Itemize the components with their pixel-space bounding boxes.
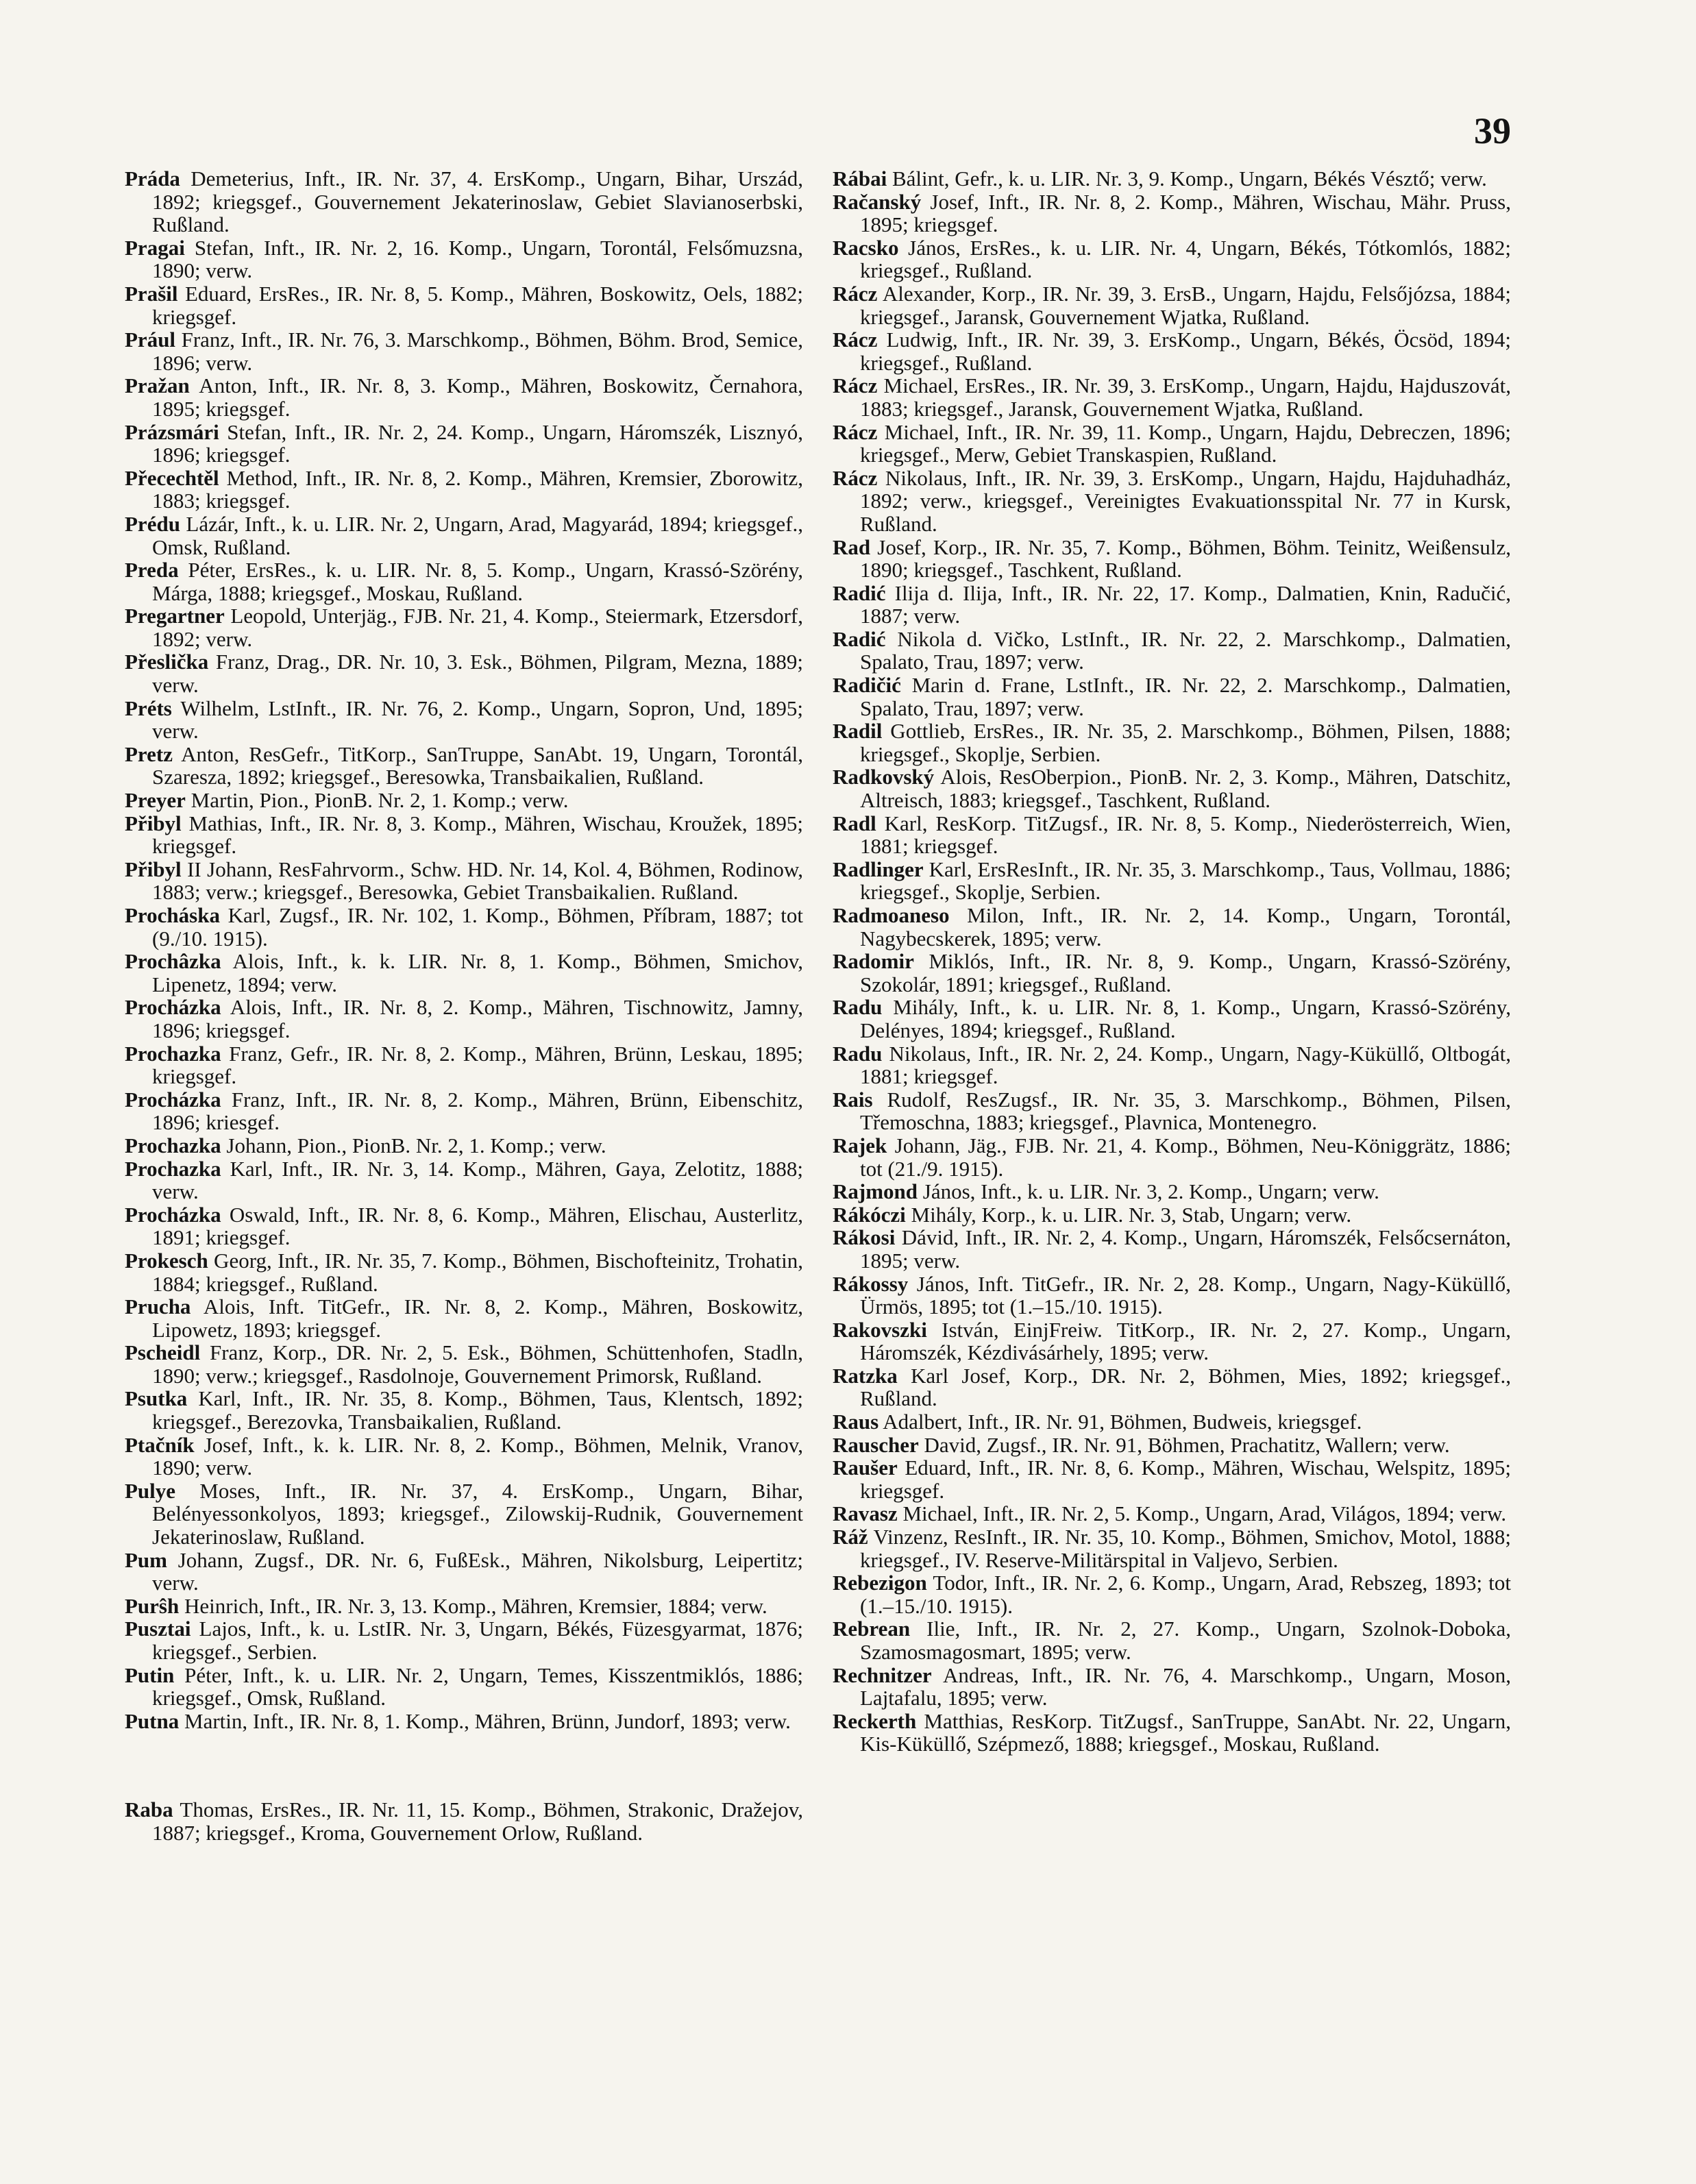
register-entry [833,582,1511,628]
page-number: 39 [1474,110,1511,151]
entry-surname: Prédu [125,511,180,536]
register-entry [833,1410,1511,1434]
entry-details: Johann, Pion., PionB. Nr. 2, 1. Komp.; verw. [221,1133,606,1157]
entry-details: Alois, Inft., IR. Nr. 8, 2. Komp., Mähren, Tischnowitz, Jamny, 1896; kriegsgef. [152,995,803,1042]
register-entry [833,858,1511,904]
entry-surname: Pretz [125,741,173,766]
register-entry [125,650,803,696]
entry-surname: Psutka [125,1386,188,1411]
register-entry [833,628,1511,674]
entry-details: Miklós, Inft., IR. Nr. 8, 9. Komp., Ungarn, Krassó-Szörény, Szokolár, 1891; kriegsgef., Rußland. [860,949,1511,996]
entry-surname: Preda [125,558,179,582]
register-entry [833,421,1511,467]
entry-surname: Raba [125,1797,173,1822]
register-entry [833,950,1511,996]
entry-surname: Prucha [125,1295,191,1319]
entry-surname: Ravasz [833,1501,898,1526]
entry-details: Martin, Pion., PionB. Nr. 2, 1. Komp.; verw. [185,788,569,813]
register-entry [125,513,803,559]
register-entry [833,674,1511,720]
entry-surname: Rácz [833,419,878,444]
entry-details: Johann, Jäg., FJB. Nr. 21, 4. Komp., Böhmen, Neu-Königgrätz, 1886; tot (21./9. 1915). [860,1133,1511,1181]
entry-details: Karl, ResKorp. TitZugsf., IR. Nr. 8, 5. Komp., Niederösterreich, Wien, 1881; kriegsgef. [860,811,1511,859]
entry-surname: Ptačník [125,1432,195,1457]
entry-details: Franz, Inft., IR. Nr. 8, 2. Komp., Mähren, Brünn, Eibenschitz, 1896; kriesgef. [152,1087,803,1135]
entry-surname: Přecechtěl [125,465,219,490]
register-entry [125,167,803,236]
entry-details: Johann, Zugsf., DR. Nr. 6, FußEsk., Mähren, Nikolsburg, Leipertitz; verw. [152,1547,803,1595]
entry-details: Mathias, Inft., IR. Nr. 8, 3. Komp., Mähren, Wischau, Kroužek, 1895; kriegsgef. [152,811,803,859]
entry-details: János, Inft., k. u. LIR. Nr. 3, 2. Komp., Ungarn; verw. [918,1179,1379,1204]
entry-surname: Rad [833,535,871,559]
register-entry [125,1595,803,1618]
right-column [833,167,1511,1756]
entry-details: Demeterius, Inft., IR. Nr. 37, 4. ErsKomp., Ungarn, Bihar, Urszád, 1892; kriegsgef., Gouvernement Jekaterinoslaw, Gebiet Slavianoserbski, Rußland. [152,167,803,237]
entry-surname: Procházka [125,1087,221,1112]
entry-surname: Rácz [833,281,878,306]
register-entry [833,1134,1511,1180]
register-entry [125,1434,803,1480]
register-entry [833,328,1511,374]
register-entry [125,1249,803,1295]
entry-details: János, ErsRes., k. u. LIR. Nr. 4, Ungarn, Békés, Tótkomlós, 1882; kriegsgef., Rußland. [860,235,1511,283]
entry-surname: Rábai [833,167,887,191]
entry-surname: Radičić [833,673,901,698]
register-entry [833,467,1511,536]
entry-surname: Pražan [125,373,190,398]
register-entry [125,1617,803,1663]
entry-surname: Procházka [125,995,221,1020]
register-entry [125,996,803,1042]
entry-details: Lajos, Inft., k. u. LstIR. Nr. 3, Ungarn, Békés, Füzesgyarmat, 1876; kriegsgef., Serbien. [152,1617,803,1664]
entry-details: Thomas, ErsRes., IR. Nr. 11, 15. Komp., Böhmen, Strakonic, Dražejov, 1887; kriegsgef., Kroma, Gouvernement Orlow, Rußland. [152,1797,803,1845]
entry-surname: Rákosi [833,1225,896,1250]
entry-details: Nikola d. Vičko, LstInft., IR. Nr. 22, 2. Marschkomp., Dalmatien, Spalato, Trau, 1897; verw. [860,626,1511,674]
register-entry [125,236,803,282]
entry-surname: Rechnitzer [833,1662,932,1687]
register-entry [125,559,803,604]
register-entry [833,282,1511,328]
entry-details: Péter, ErsRes., k. u. LIR. Nr. 8, 5. Komp., Ungarn, Krassó-Szörény, Márga, 1888; kriegsgef., Moskau, Rußland. [152,558,803,605]
entry-details: Dávid, Inft., IR. Nr. 2, 4. Komp., Ungarn, Háromszék, Felsőcsernáton, 1895; verw. [860,1225,1511,1273]
entry-surname: Prokesch [125,1248,208,1273]
entry-surname: Racsko [833,235,899,260]
entry-surname: Rácz [833,328,878,352]
entry-surname: Rajmond [833,1179,918,1204]
entry-details: Alois, ResOberpion., PionB. Nr. 2, 3. Komp., Mähren, Datschitz, Altreisch, 1883; kriegsgef., Taschkent, Rußland. [860,765,1511,813]
register-entry [833,996,1511,1042]
entry-details: Franz, Drag., DR. Nr. 10, 3. Esk., Böhmen, Pilgram, Mezna, 1889; verw. [152,650,803,698]
entry-details: Alois, Inft. TitGefr., IR. Nr. 8, 2. Komp., Mähren, Boskowitz, Lipowetz, 1893; kriegsgef. [152,1295,803,1342]
entry-surname: Pusztai [125,1617,191,1641]
register-entry [125,789,803,812]
entry-details: Michael, Inft., IR. Nr. 2, 5. Komp., Ungarn, Arad, Világos, 1894; verw. [897,1501,1507,1526]
entry-details: Franz, Inft., IR. Nr. 76, 3. Marschkomp., Böhmen, Böhm. Brod, Semice, 1896; verw. [152,328,803,375]
register-entry [833,1203,1511,1227]
entry-details: Adalbert, Inft., IR. Nr. 91, Böhmen, Budweis, kriegsgef. [878,1410,1362,1434]
register-entry [125,421,803,467]
entry-surname: Práda [125,167,180,191]
entry-details: Mihály, Inft., k. u. LIR. Nr. 8, 1. Komp., Ungarn, Krassó-Szörény, Delényes, 1894; kriegsgef., Rußland. [860,995,1511,1042]
register-entry [125,1341,803,1387]
register-entry [125,1710,803,1733]
register-entry [833,1434,1511,1457]
entry-details: Péter, Inft., k. u. LIR. Nr. 2, Ungarn, Temes, Kisszentmiklós, 1886; kriegsgef., Omsk, Rußland. [152,1662,803,1710]
entry-surname: Rajek [833,1133,887,1157]
entry-surname: Přibyl [125,857,182,881]
entry-surname: Račanský [833,189,922,214]
entry-details: Wilhelm, LstInft., IR. Nr. 76, 2. Komp., Ungarn, Sopron, Und, 1895; verw. [152,696,803,744]
entry-details: Eduard, ErsRes., IR. Nr. 8, 5. Komp., Mähren, Boskowitz, Oels, 1882; kriegsgef. [152,281,803,329]
register-entry [833,1525,1511,1571]
entry-surname: Raus [833,1410,879,1434]
entry-details: Mihály, Korp., k. u. LIR. Nr. 3, Stab, Ungarn; verw. [905,1202,1352,1227]
register-entry [125,697,803,743]
entry-surname: Rákossy [833,1271,909,1296]
entry-surname: Preyer [125,788,186,813]
register-entry [125,1042,803,1088]
entry-details: Anton, ResGefr., TitKorp., SanTruppe, SanAbt. 19, Ungarn, Torontál, Szaresza, 1892; kriegsgef., Beresowka, Transbaikalien, Rußland. [152,741,803,789]
register-entry [833,1571,1511,1617]
entry-details: Georg, Inft., IR. Nr. 35, 7. Komp., Böhmen, Bischofteinitz, Trohatin, 1884; kriegsgef., Rußland. [152,1248,803,1296]
register-entry [125,1798,803,1844]
entry-details: Alexander, Korp., IR. Nr. 39, 3. ErsB., Ungarn, Hajdu, Felsőjózsa, 1884; kriegsgef., Jaransk, Gouvernement Wjatka, Rußland. [860,281,1511,329]
register-entry [125,1088,803,1134]
entry-details: Ludwig, Inft., IR. Nr. 39, 3. ErsKomp., Ungarn, Békés, Öcsöd, 1894; kriegsgef., Rußland. [860,328,1511,375]
entry-surname: Radu [833,995,883,1020]
entry-details: Marin d. Frane, LstInft., IR. Nr. 22, 2. Marschkomp., Dalmatien, Spalato, Trau, 1897; verw. [860,673,1511,720]
register-entry [125,812,803,858]
entry-details: Milon, Inft., IR. Nr. 2, 14. Komp., Ungarn, Torontál, Nagybecskerek, 1895; verw. [860,903,1511,950]
entry-details: Eduard, Inft., IR. Nr. 8, 6. Komp., Mähren, Wischau, Welspitz, 1895; kriegsgef. [860,1456,1511,1503]
entry-details: Martin, Inft., IR. Nr. 8, 1. Komp., Mähren, Brünn, Jundorf, 1893; verw. [179,1708,791,1733]
entry-details: Karl, Zugsf., IR. Nr. 102, 1. Komp., Böhmen, Příbram, 1887; tot (9./10. 1915). [152,903,803,950]
entry-surname: Radić [833,626,886,651]
entry-surname: Radić [833,580,886,605]
entry-surname: Prašil [125,281,178,306]
entry-details: Matthias, ResKorp. TitZugsf., SanTruppe, SanAbt. Nr. 22, Ungarn, Kis-Küküllő, Szépmező, 1888; kriegsgef., Moskau, Rußland. [860,1708,1511,1756]
entry-surname: Pulye [125,1478,176,1503]
register-entry [833,765,1511,811]
register-entry [833,1617,1511,1663]
entry-surname: Pregartner [125,604,225,628]
register-entry [833,536,1511,582]
entry-surname: Rákóczi [833,1202,906,1227]
entry-details: Michael, Inft., IR. Nr. 39, 11. Komp., Ungarn, Hajdu, Debreczen, 1896; kriegsgef., Merw, Gebiet Transkaspien, Rußland. [860,419,1511,467]
entry-surname: Ráž [833,1525,868,1549]
entry-surname: Rebezigon [833,1571,927,1595]
entry-surname: Prochazka [125,1041,221,1066]
entry-surname: Procházka [125,1202,221,1227]
entry-details: János, Inft. TitGefr., IR. Nr. 2, 28. Komp., Ungarn, Nagy-Küküllő, Ürmös, 1895; tot (1.–15./10. 1915). [860,1271,1511,1319]
entry-details: Josef, Korp., IR. Nr. 35, 7. Komp., Böhmen, Böhm. Teinitz, Weißensulz, 1890; kriegsgef., Taschkent, Rußland. [860,535,1511,582]
entry-surname: Putin [125,1662,175,1687]
entry-surname: Prochazka [125,1156,221,1181]
entry-surname: Rácz [833,465,878,490]
register-entry [125,743,803,789]
entry-surname: Rakovszki [833,1317,927,1342]
left-column [125,167,803,1845]
register-entry [833,191,1511,236]
register-entry [125,1295,803,1341]
entry-surname: Radlinger [833,857,924,881]
register-entry [833,1364,1511,1410]
entry-details: Lázár, Inft., k. u. LIR. Nr. 2, Ungarn, Arad, Magyarád, 1894; kriegsgef., Omsk, Rußland. [152,511,803,559]
register-entry [833,1664,1511,1710]
entry-details: Moses, Inft., IR. Nr. 37, 4. ErsKomp., Ungarn, Bihar, Belényessonkolyos, 1893; kriegsgef., Zilowskij-Rudnik, Gouvernement Jekaterinoslaw, Rußland. [152,1478,803,1549]
entry-details: Nikolaus, Inft., IR. Nr. 39, 3. ErsKomp., Ungarn, Hajdu, Hajduhadház, 1892; verw., kriegsgef., Vereinigtes Evakuationsspital Nr. 77 in Kursk, Rußland. [860,465,1511,536]
entry-details: Heinrich, Inft., IR. Nr. 3, 13. Komp., Mähren, Kremsier, 1884; verw. [179,1593,767,1618]
entry-surname: Pscheidl [125,1340,201,1365]
entry-details: Josef, Inft., k. k. LIR. Nr. 8, 2. Komp., Böhmen, Melnik, Vranov, 1890; verw. [152,1432,803,1480]
entry-surname: Rácz [833,373,878,398]
register-entry [833,1088,1511,1134]
entry-surname: Radu [833,1041,883,1066]
entry-surname: Přibyl [125,811,182,835]
entry-details: Karl, Inft., IR. Nr. 3, 14. Komp., Mähren, Gaya, Zelotitz, 1888; verw. [152,1156,803,1204]
entry-surname: Prochâzka [125,949,221,974]
entry-surname: Reckerth [833,1708,917,1733]
register-entry [833,1180,1511,1203]
entry-surname: Pragai [125,235,185,260]
register-entry [125,1157,803,1203]
entry-details: István, EinjFreiw. TitKorp., IR. Nr. 2, 27. Komp., Ungarn, Háromszék, Kézdivásárhely, 1895; verw. [860,1317,1511,1365]
register-entry [833,720,1511,765]
entry-surname: Radomir [833,949,914,974]
register-entry [833,374,1511,420]
register-entry [833,1042,1511,1088]
entry-details: Anton, Inft., IR. Nr. 8, 3. Komp., Mähren, Boskowitz, Černahora, 1895; kriegsgef. [152,373,803,421]
register-entry [125,374,803,420]
entry-surname: Rebrean [833,1617,911,1641]
entry-details: Leopold, Unterjäg., FJB. Nr. 21, 4. Komp., Steiermark, Etzersdorf, 1892; verw. [152,604,803,651]
entry-surname: Putna [125,1708,180,1733]
entry-details: II Johann, ResFahrvorm., Schw. HD. Nr. 14, Kol. 4, Böhmen, Rodinow, 1883; verw.; kriegsgef., Beresowka, Gebiet Transbaikalien. Rußland. [152,857,803,905]
register-entry [125,328,803,374]
register-entry [125,950,803,996]
entry-details: David, Zugsf., IR. Nr. 91, Böhmen, Prachatitz, Wallern; verw. [918,1432,1450,1457]
entry-surname: Procháska [125,903,220,927]
entry-details: Franz, Gefr., IR. Nr. 8, 2. Komp., Mähren, Brünn, Leskau, 1895; kriegsgef. [152,1041,803,1089]
register-entry [125,1387,803,1433]
register-entry [833,236,1511,282]
entry-surname: Prául [125,328,176,352]
entry-details: Gottlieb, ErsRes., IR. Nr. 35, 2. Marschkomp., Böhmen, Pilsen, 1888; kriegsgef., Skoplje, Serbien. [860,719,1511,766]
register-entry [833,1226,1511,1272]
entry-details: Bálint, Gefr., k. u. LIR. Nr. 3, 9. Komp., Ungarn, Békés Vésztő; verw. [887,167,1487,191]
entry-details: Ilie, Inft., IR. Nr. 2, 27. Komp., Ungarn, Szolnok-Doboka, Szamosmagosmart, 1895; verw. [860,1617,1511,1664]
register-entry [833,904,1511,950]
entry-surname: Prázsmári [125,419,219,444]
entry-surname: Raušer [833,1456,898,1480]
entry-details: Karl, ErsResInft., IR. Nr. 35, 3. Marschkomp., Taus, Vollmau, 1886; kriegsgef., Skoplje, Serbien. [860,857,1511,905]
entry-details: Method, Inft., IR. Nr. 8, 2. Komp., Mähren, Kremsier, Zborowitz, 1883; kriegsgef. [152,465,803,513]
entry-details: Karl, Inft., IR. Nr. 35, 8. Komp., Böhmen, Taus, Klentsch, 1892; kriegsgef., Berezovka, Transbaikalien, Rußland. [152,1386,803,1434]
entry-details: Franz, Korp., DR. Nr. 2, 5. Esk., Böhmen, Schüttenhofen, Stadln, 1890; verw.; kriegsgef., Rasdolnoje, Gouvernement Primorsk, Rußland. [152,1340,803,1388]
register-entry [125,604,803,650]
register-entry [125,1203,803,1249]
entry-surname: Radil [833,719,883,744]
entry-surname: Radl [833,811,876,835]
register-entry [125,904,803,950]
register-entry [833,812,1511,858]
register-entry [125,282,803,328]
entry-details: Oswald, Inft., IR. Nr. 8, 6. Komp., Mähren, Elischau, Austerlitz, 1891; kriegsgef. [152,1202,803,1250]
register-entry [125,467,803,513]
register-entry [125,1664,803,1710]
entry-surname: Přeslička [125,650,209,674]
register-entry [833,1318,1511,1364]
register-entry [125,858,803,904]
entry-surname: Pum [125,1547,167,1572]
entry-details: Michael, ErsRes., IR. Nr. 39, 3. ErsKomp., Ungarn, Hajdu, Hajduszovát, 1883; kriegsgef., Jaransk, Gouvernement Wjatka, Rußland. [860,373,1511,421]
entry-details: Nikolaus, Inft., IR. Nr. 2, 24. Komp., Ungarn, Nagy-Küküllő, Oltbogát, 1881; kriegsgef. [860,1041,1511,1089]
entry-details: Stefan, Inft., IR. Nr. 2, 24. Komp., Ungarn, Háromszék, Lisznyó, 1896; kriegsgef. [152,419,803,467]
register-entry [833,1456,1511,1502]
entry-surname: Purŝh [125,1593,180,1618]
entry-details: Josef, Inft., IR. Nr. 8, 2. Komp., Mähren, Wischau, Mähr. Pruss, 1895; kriegsgef. [860,189,1511,237]
entry-details: Vinzenz, ResInft., IR. Nr. 35, 10. Komp., Böhmen, Smichov, Motol, 1888; kriegsgef., IV. Reserve-Militärspital in Valjevo, Serbien. [860,1525,1511,1572]
register-entry [125,1480,803,1549]
register-entry [833,1710,1511,1756]
register-entry [833,167,1511,191]
entry-surname: Prochazka [125,1133,221,1157]
entry-details: Karl Josef, Korp., DR. Nr. 2, Böhmen, Mies, 1892; kriegsgef., Rußland. [860,1363,1511,1411]
entry-surname: Radkovský [833,765,935,789]
entry-surname: Rauscher [833,1432,919,1457]
entry-surname: Ratzka [833,1363,898,1388]
entry-details: Andreas, Inft., IR. Nr. 76, 4. Marschkomp., Ungarn, Moson, Lajtafalu, 1895; verw. [860,1662,1511,1710]
entry-surname: Radmoaneso [833,903,950,927]
entry-details: Todor, Inft., IR. Nr. 2, 6. Komp., Ungarn, Arad, Rebszeg, 1893; tot (1.–15./10. 1915). [860,1571,1511,1618]
register-entry [125,1549,803,1595]
register-entry [833,1502,1511,1525]
entry-surname: Préts [125,696,172,720]
entry-surname: Rais [833,1087,873,1112]
register-entry [125,1134,803,1157]
entry-details: Alois, Inft., k. k. LIR. Nr. 8, 1. Komp., Böhmen, Smichov, Lipenetz, 1894; verw. [152,949,803,996]
entry-details: Ilija d. Ilija, Inft., IR. Nr. 22, 17. Komp., Dalmatien, Knin, Radučić, 1887; verw. [860,580,1511,628]
register-entry [833,1273,1511,1318]
entry-details: Rudolf, ResZugsf., IR. Nr. 35, 3. Marschkomp., Böhmen, Pilsen, Třemoschna, 1883; kriegsgef., Plavnica, Montenegro. [860,1087,1511,1135]
entry-details: Stefan, Inft., IR. Nr. 2, 16. Komp., Ungarn, Torontál, Felsőmuzsna, 1890; verw. [152,235,803,283]
